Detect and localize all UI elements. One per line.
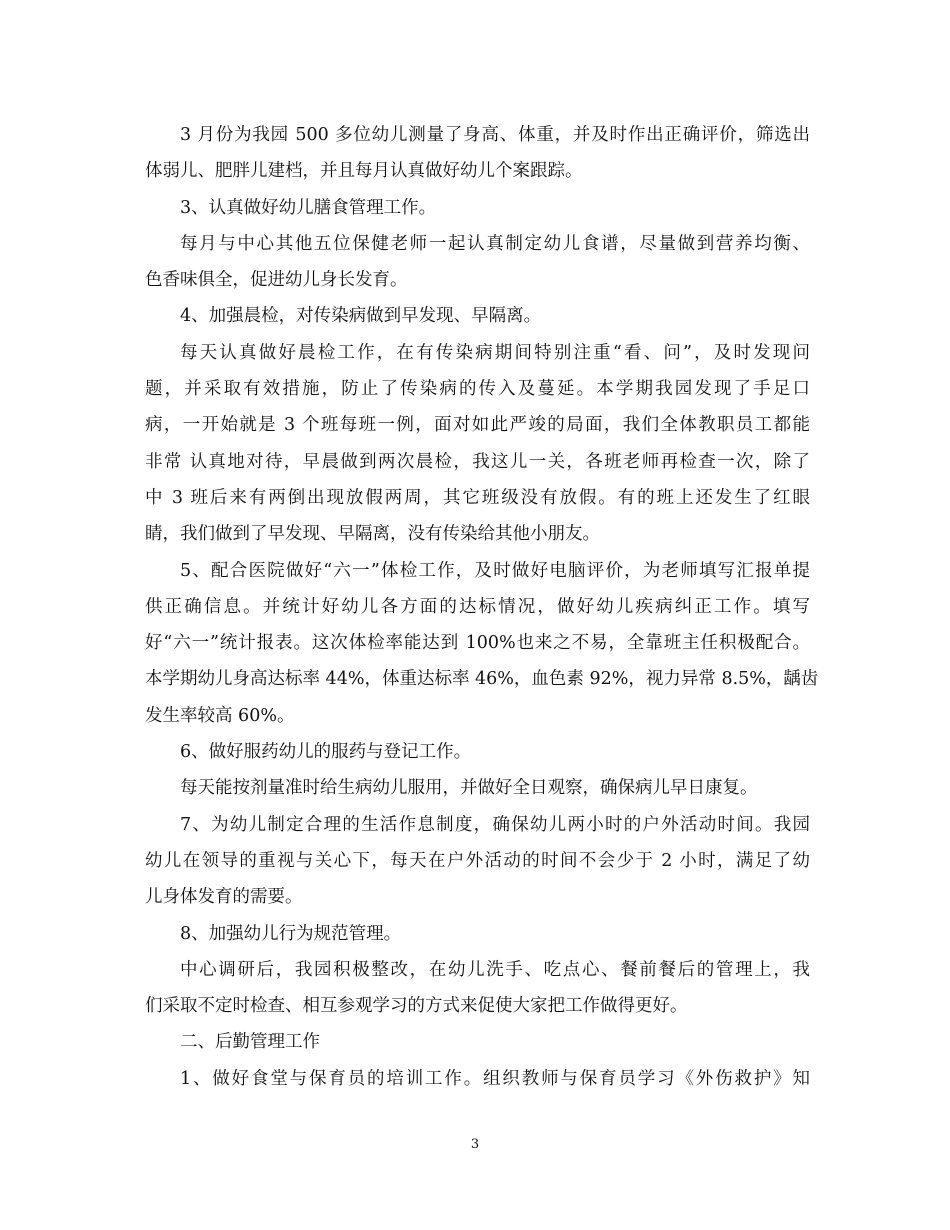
- text-line: 1、做好食堂与保育员的培训工作。组织教师与保育员学习《外伤救护》知: [180, 1068, 810, 1089]
- text-line: 好“六一”统计报表。这次体检率能达到 100%也来之不易，全靠班主任积极配合。: [145, 633, 810, 654]
- text-line: 病，一开始就是 3 个班每班一例，面对如此严竣的局面，我们全体教职员工都能: [145, 415, 810, 436]
- text-line: 3 月份为我园 500 多位幼儿测量了身高、体重，并及时作出正确评价，筛选出: [180, 125, 810, 145]
- text-line: 体弱儿、肥胖儿建档，并且每月认真做好幼儿个案跟踪。: [145, 161, 583, 182]
- text-line: 7、为幼儿制定合理的生活作息制度，确保幼儿两小时的户外活动时间。我园: [180, 814, 810, 835]
- text-line: 每月与中心其他五位保健老师一起认真制定幼儿食谱，尽量做到营养均衡、: [180, 233, 810, 254]
- text-line: 二、后勤管理工作: [180, 1032, 320, 1053]
- text-line: 中 3 班后来有两倒出现放假两周，其它班级没有放假。有的班上还发生了红眼: [145, 487, 810, 508]
- text-line: 幼儿在领导的重视与关心下，每天在户外活动的时间不会少于 2 小时，满足了幼: [145, 850, 810, 871]
- text-line: 中心调研后，我园积极整改，在幼儿洗手、吃点心、餐前餐后的管理上，我: [180, 959, 810, 980]
- text-line: 非常 认真地对待，早晨做到两次晨检，我这儿一关，各班老师再检查一次，除了: [145, 451, 810, 472]
- text-line: 本学期幼儿身高达标率 44%，体重达标率 46%，血色素 92%，视力异常 8.5%，龋齿: [145, 669, 819, 690]
- text-line: 睛，我们做到了早发现、早隔离，没有传染给其他小朋友。: [145, 524, 600, 545]
- text-line: 5、配合医院做好“六一”体检工作，及时做好电脑评价，为老师填写汇报单提: [180, 560, 810, 581]
- text-line: 题，并采取有效措施，防止了传染病的传入及蔓延。本学期我园发现了手足口: [145, 379, 810, 400]
- text-line: 儿身体发育的需要。: [145, 887, 303, 908]
- text-line: 供正确信息。并统计好幼儿各方面的达标情况，做好幼儿疾病纠正工作。填写: [145, 596, 810, 617]
- page-number: 3: [470, 1137, 480, 1152]
- text-line: 每天认真做好晨检工作，在有传染病期间特别注重“看、问”，及时发现问: [180, 342, 810, 363]
- text-line: 4、加强晨检，对传染病做到早发现、早隔离。: [180, 306, 542, 327]
- text-line: 发生率较高 60%。: [145, 705, 295, 726]
- text-line: 8、加强幼儿行为规范管理。: [180, 923, 402, 944]
- document-body: [145, 117, 819, 1097]
- text-line: 3、认真做好幼儿膳食管理工作。: [180, 197, 437, 218]
- text-line: 色香味俱全，促进幼儿身长发育。: [145, 270, 408, 291]
- text-line: 每天能按剂量准时给生病幼儿服用，并做好全日观察，确保病儿早日康复。: [180, 778, 758, 799]
- text-line: 们采取不定时检查、相互参观学习的方式来促使大家把工作做得更好。: [145, 996, 688, 1017]
- text-line: 6、做好服药幼儿的服药与登记工作。: [180, 742, 472, 763]
